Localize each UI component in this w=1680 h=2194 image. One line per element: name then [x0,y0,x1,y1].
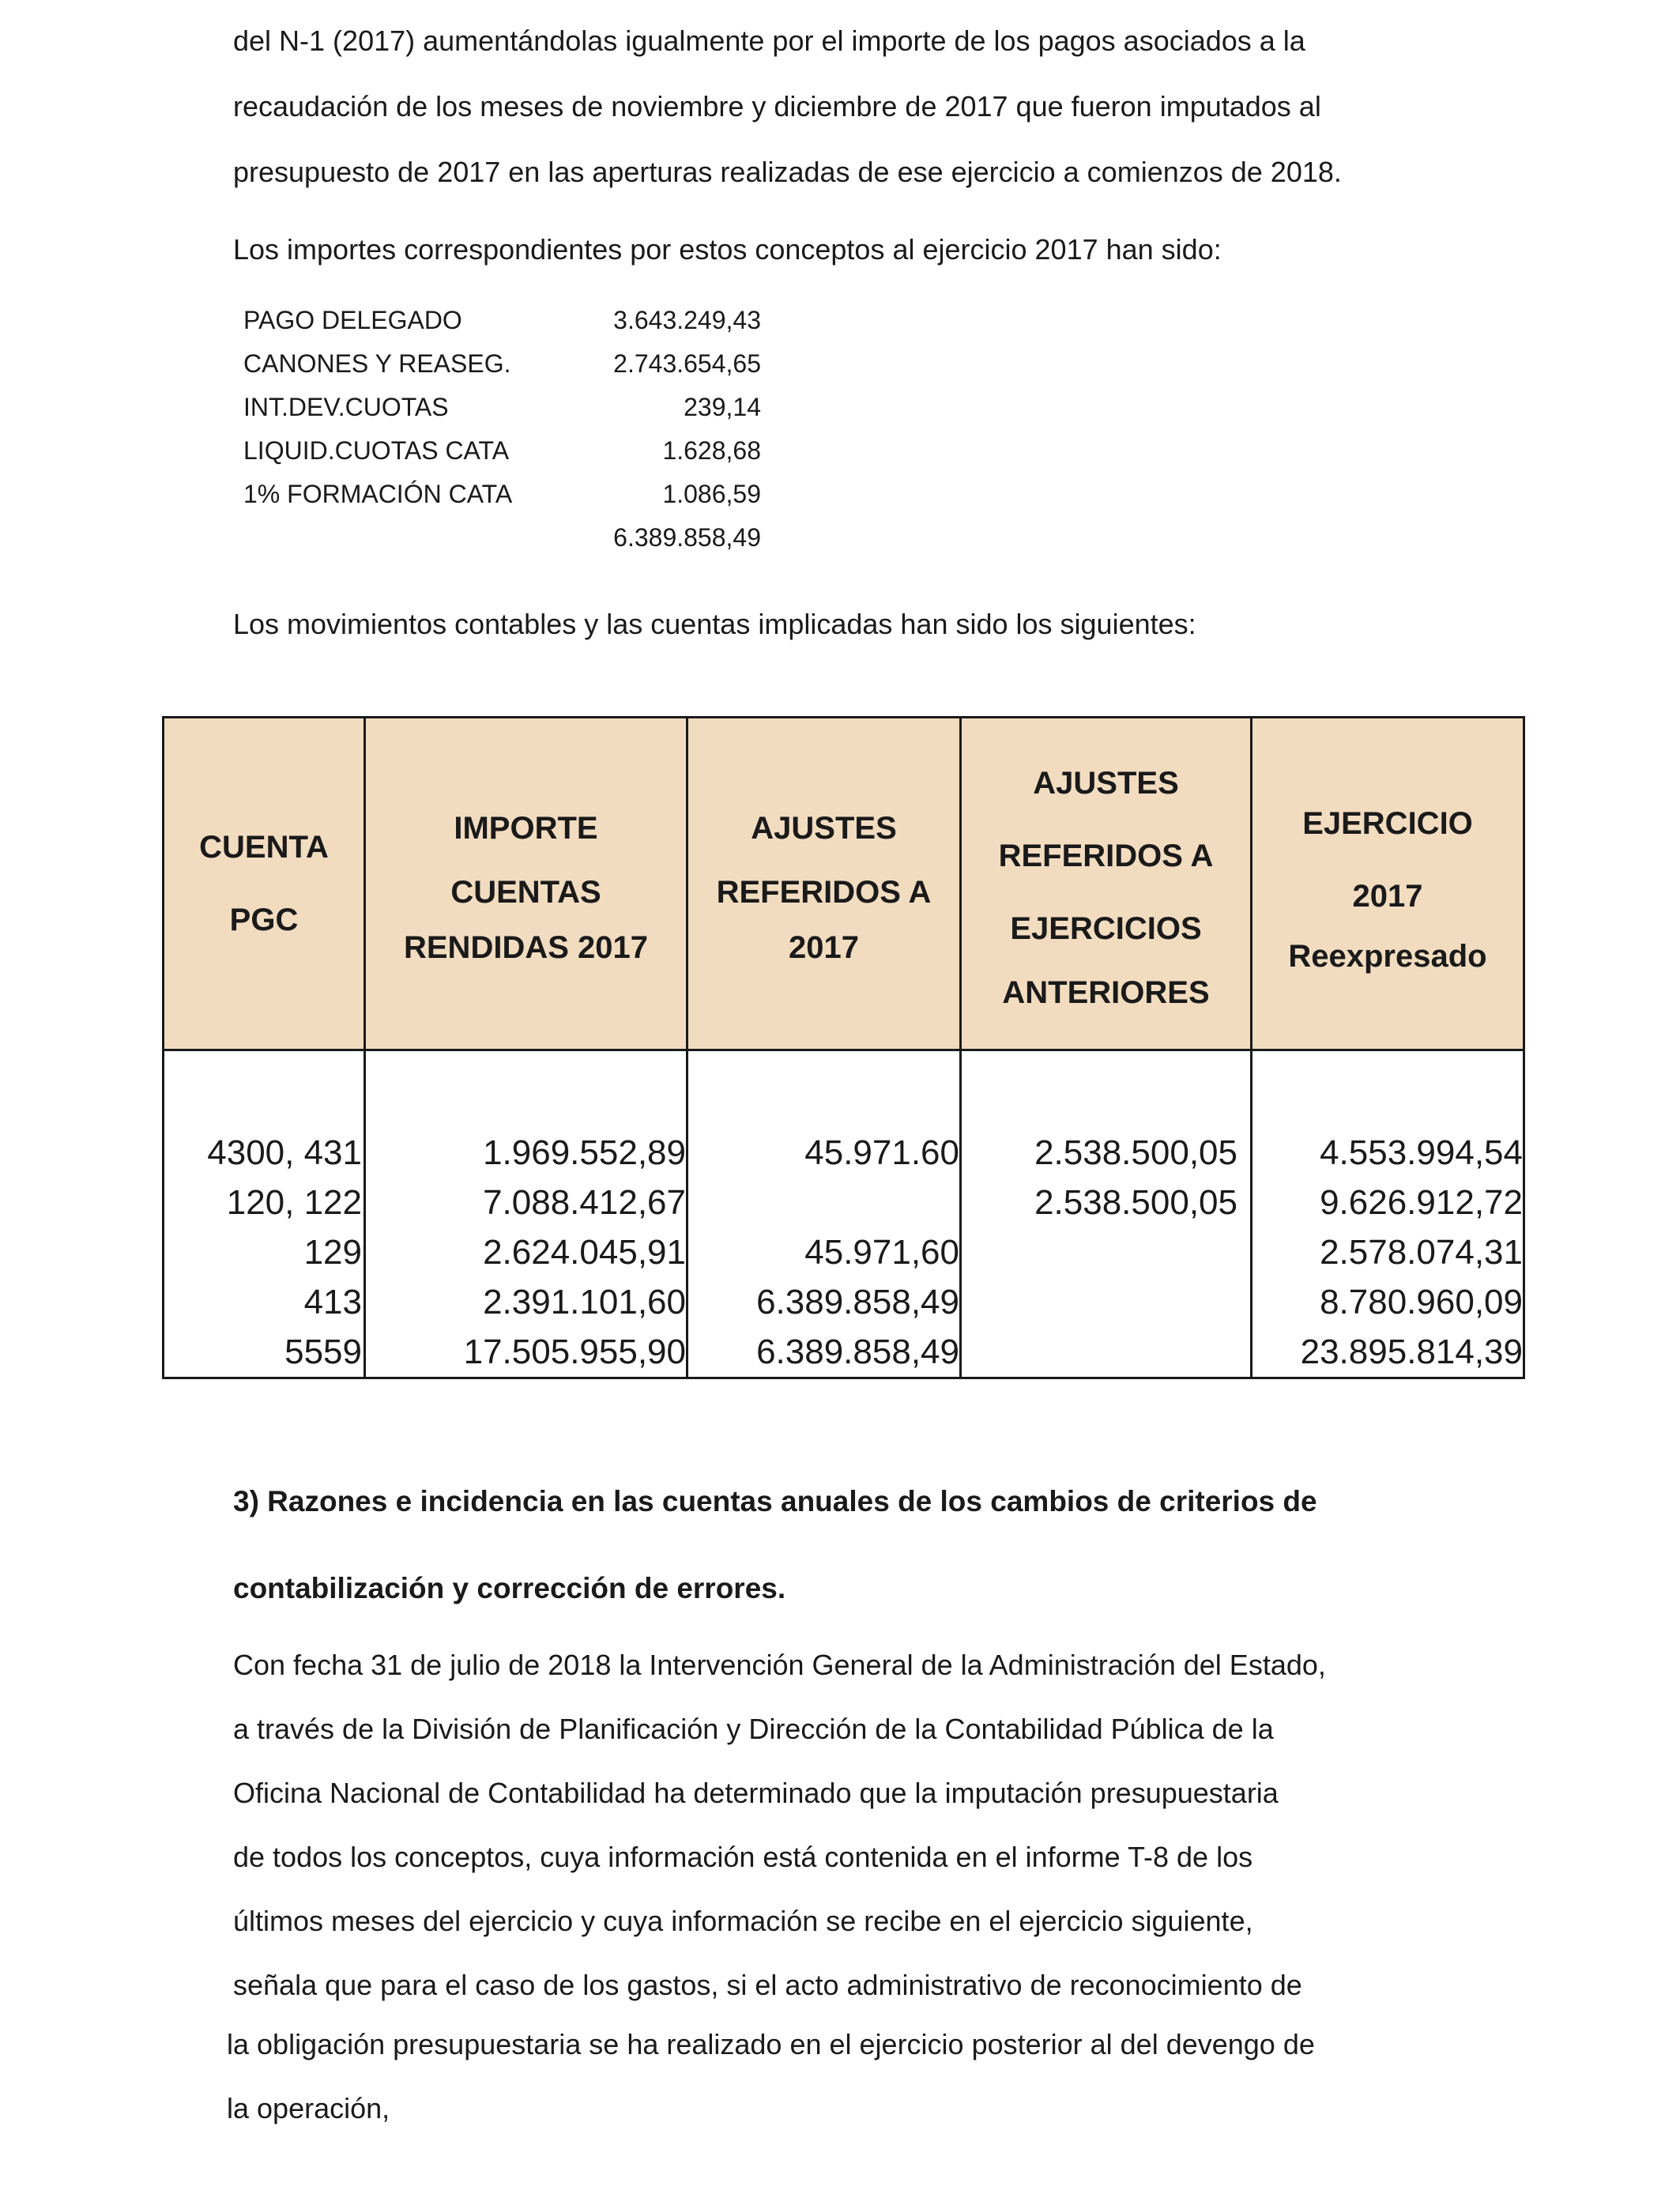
cell-ejercicio: 9.626.912,72 [1252,1178,1524,1227]
item-amount: 239,14 [684,393,761,421]
item-label [243,516,559,560]
text-line: a través de la División de Planificación y Dirección de la Contabilidad Pública de la [233,1713,1274,1745]
text-line: la obligación presupuestaria se ha realizado en el ejercicio posterior al del devengo de [227,2028,1315,2060]
item-amount: 3.643.249,43 [613,306,761,334]
item-amount: 2.743.654,65 [613,349,761,378]
item-label: CANONES Y REASEG. [243,349,511,378]
cell-cuenta: 413 [164,1277,365,1327]
cell-importe: 2.391.101,60 [365,1277,687,1327]
item-label: PAGO DELEGADO [243,306,462,334]
cell-ajustes-anteriores [961,1327,1252,1378]
cell-ajustes-2017: 6.389.858,49 [687,1277,961,1327]
item-amount: 1.628,68 [662,436,761,465]
table-row [164,1227,1524,1277]
table-row [164,1277,1524,1327]
text-line: del N-1 (2017) aumentándolas igualmente por el importe de los pagos asociados a la [233,25,1305,57]
section-heading [233,1458,1317,1632]
cell-cuenta: 4300, 431 [164,1050,365,1178]
header-ejercicio-reexpresado: EJERCICIO 2017 Reexpresado [1252,718,1524,1050]
text-line: la operación, [227,2092,390,2124]
item-label: LIQUID.CUOTAS CATA [243,436,510,465]
heading-line: contabilización y corrección de errores. [233,1572,786,1604]
cell-importe: 2.624.045,91 [365,1227,687,1277]
movimientos-intro: Los movimientos contables y las cuentas implicadas han sido los siguientes: [233,608,1196,640]
heading-line: 3) Razones e incidencia en las cuentas anuales de los cambios de criterios de [233,1485,1317,1517]
text-line: Oficina Nacional de Contabilidad ha determinado que la imputación presupuestaria [233,1777,1279,1809]
cell-cuenta: 120, 122 [164,1178,365,1227]
cell-importe: 7.088.412,67 [365,1178,687,1227]
cell-ajustes-anteriores: 2.538.500,05 [961,1050,1252,1178]
cell-ajustes-2017 [687,1178,961,1227]
closing-paragraph [227,2012,1315,2140]
text-line: últimos meses del ejercicio y cuya información se recibe en el ejercicio siguiente, [233,1905,1253,1937]
cell-cuenta: 129 [164,1227,365,1277]
importes-list [243,299,761,560]
text-line: recaudación de los meses de noviembre y diciembre de 2017 que fueron imputados al [233,90,1321,123]
cell-ajustes-2017: 45.971,60 [687,1227,961,1277]
header-ajustes-2017: AJUSTES REFERIDOS A 2017 [687,718,961,1050]
list-item [243,342,761,386]
item-label: INT.DEV.CUOTAS [243,393,449,421]
list-item [243,299,761,342]
list-total [243,516,761,560]
header-cuenta-pgc: CUENTA PGC [164,718,365,1050]
text-line: Con fecha 31 de julio de 2018 la Intervención General de la Administración del Estado, [233,1649,1326,1681]
list-item [243,429,761,473]
cell-ajustes-anteriores [961,1277,1252,1327]
total-amount: 6.389.858,49 [613,523,761,552]
cell-ejercicio: 2.578.074,31 [1252,1227,1524,1277]
text-line: de todos los conceptos, cuya información está contenida en el informe T-8 de los [233,1841,1253,1873]
cell-importe: 17.505.955,90 [365,1327,687,1378]
table-row [164,1178,1524,1227]
body-paragraph [233,1633,1326,2017]
cell-importe: 1.969.552,89 [365,1050,687,1178]
intro-paragraph [233,8,1342,205]
cell-cuenta: 5559 [164,1327,365,1378]
cell-ajustes-2017: 45.971.60 [687,1050,961,1178]
cell-ajustes-2017: 6.389.858,49 [687,1327,961,1378]
importes-intro: Los importes correspondientes por estos conceptos al ejercicio 2017 han sido: [233,233,1222,266]
text-line: señala que para el caso de los gastos, si el acto administrativo de reconocimiento de [233,1969,1302,2001]
cell-ajustes-anteriores: 2.538.500,05 [961,1178,1252,1227]
header-ajustes-anteriores: AJUSTES REFERIDOS A EJERCICIOS ANTERIORES [961,718,1252,1050]
item-label: 1% FORMACIÓN CATA [243,480,513,508]
text-line: presupuesto de 2017 en las aperturas realizadas de ese ejercicio a comienzos de 2018. [233,156,1342,188]
cell-ajustes-anteriores [961,1227,1252,1277]
list-item [243,386,761,429]
item-amount: 1.086,59 [662,480,761,508]
movements-table [162,716,1525,1379]
cell-ejercicio: 8.780.960,09 [1252,1277,1524,1327]
table-header-row [164,718,1524,1050]
list-item [243,473,761,516]
table-row [164,1327,1524,1378]
header-importe: IMPORTE CUENTAS RENDIDAS 2017 [365,718,687,1050]
table-row [164,1050,1524,1178]
cell-ejercicio: 4.553.994,54 [1252,1050,1524,1178]
cell-ejercicio: 23.895.814,39 [1252,1327,1524,1378]
